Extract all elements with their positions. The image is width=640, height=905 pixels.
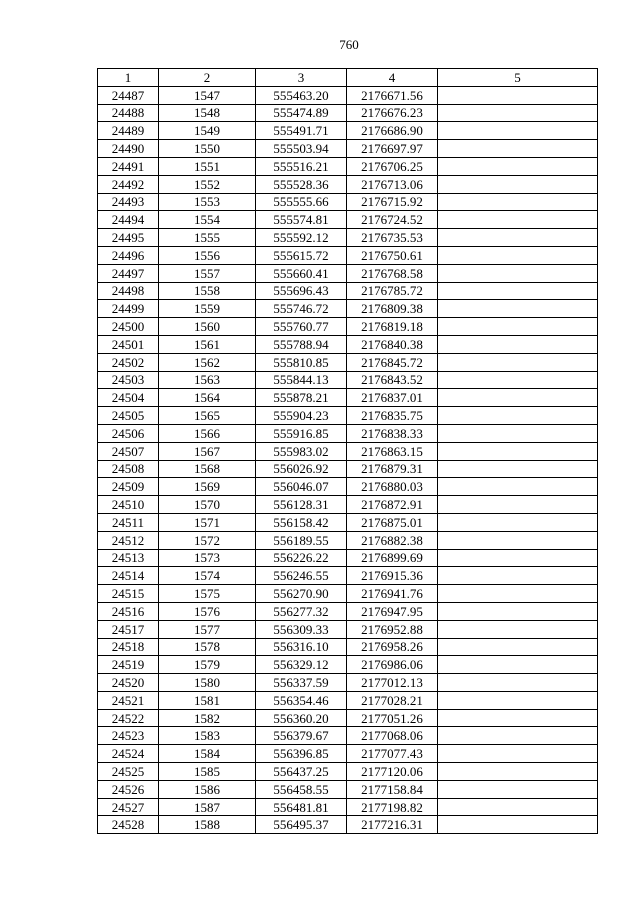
- table-cell-col-3: 556337.59: [256, 674, 347, 692]
- table-cell-col-2: 1583: [159, 727, 256, 745]
- column-header-2: 2: [159, 69, 256, 87]
- table-cell-col-2: 1550: [159, 140, 256, 158]
- table-cell-col-3: 555904.23: [256, 407, 347, 425]
- table-cell-col-1: 24501: [98, 335, 159, 353]
- table-row: [98, 567, 598, 585]
- table-cell-col-1: 24505: [98, 407, 159, 425]
- table-cell-col-1: 24494: [98, 211, 159, 229]
- table-cell-col-4: 2177068.06: [347, 727, 438, 745]
- table-row: [98, 300, 598, 318]
- table-cell-col-2: 1572: [159, 531, 256, 549]
- table-cell-col-1: 24518: [98, 638, 159, 656]
- table-cell-col-5: [438, 157, 598, 175]
- table-cell-col-3: 556046.07: [256, 478, 347, 496]
- table-cell-col-2: 1579: [159, 656, 256, 674]
- table-cell-col-2: 1567: [159, 442, 256, 460]
- table-cell-col-4: 2176875.01: [347, 513, 438, 531]
- table-row: [98, 140, 598, 158]
- table-cell-col-1: 24526: [98, 780, 159, 798]
- table-cell-col-3: 556379.67: [256, 727, 347, 745]
- table-cell-col-1: 24528: [98, 816, 159, 834]
- table-cell-col-5: [438, 496, 598, 514]
- table-cell-col-4: 2177051.26: [347, 709, 438, 727]
- column-header-3: 3: [256, 69, 347, 87]
- table-cell-col-2: 1575: [159, 585, 256, 603]
- table-cell-col-1: 24489: [98, 122, 159, 140]
- table-cell-col-1: 24492: [98, 175, 159, 193]
- table-cell-col-2: 1573: [159, 549, 256, 567]
- table-cell-col-2: 1569: [159, 478, 256, 496]
- table-cell-col-1: 24521: [98, 691, 159, 709]
- table-cell-col-4: 2176715.92: [347, 193, 438, 211]
- table-cell-col-1: 24525: [98, 763, 159, 781]
- table-cell-col-4: 2176879.31: [347, 460, 438, 478]
- table-cell-col-2: 1577: [159, 620, 256, 638]
- table-cell-col-1: 24514: [98, 567, 159, 585]
- table-cell-col-2: 1584: [159, 745, 256, 763]
- table-cell-col-3: 556270.90: [256, 585, 347, 603]
- table-row: [98, 371, 598, 389]
- table-cell-col-5: [438, 264, 598, 282]
- table-row: [98, 335, 598, 353]
- table-cell-col-3: 555760.77: [256, 318, 347, 336]
- table-row: [98, 211, 598, 229]
- table-cell-col-3: 555503.94: [256, 140, 347, 158]
- column-header-1: 1: [98, 69, 159, 87]
- table-cell-col-1: 24522: [98, 709, 159, 727]
- table-cell-col-1: 24503: [98, 371, 159, 389]
- table-cell-col-4: 2176838.33: [347, 424, 438, 442]
- table-cell-col-5: [438, 353, 598, 371]
- table-cell-col-3: 555516.21: [256, 157, 347, 175]
- table-row: [98, 709, 598, 727]
- table-cell-col-2: 1581: [159, 691, 256, 709]
- table-header-row: [98, 69, 598, 87]
- table-cell-col-4: 2176845.72: [347, 353, 438, 371]
- table-cell-col-5: [438, 246, 598, 264]
- table-cell-col-4: 2177198.82: [347, 798, 438, 816]
- table-cell-col-3: 556158.42: [256, 513, 347, 531]
- table-cell-col-4: 2176676.23: [347, 104, 438, 122]
- table-row: [98, 478, 598, 496]
- table-cell-col-1: 24488: [98, 104, 159, 122]
- table-cell-col-4: 2176819.18: [347, 318, 438, 336]
- table-cell-col-5: [438, 674, 598, 692]
- table-cell-col-3: 555592.12: [256, 229, 347, 247]
- table-row: [98, 246, 598, 264]
- table-cell-col-2: 1563: [159, 371, 256, 389]
- table-row: [98, 318, 598, 336]
- table-cell-col-4: 2176882.38: [347, 531, 438, 549]
- table-cell-col-1: 24517: [98, 620, 159, 638]
- table-cell-col-4: 2176724.52: [347, 211, 438, 229]
- table-cell-col-1: 24491: [98, 157, 159, 175]
- table-cell-col-4: 2176915.36: [347, 567, 438, 585]
- table-cell-col-1: 24500: [98, 318, 159, 336]
- table-cell-col-2: 1557: [159, 264, 256, 282]
- table-cell-col-4: 2176750.61: [347, 246, 438, 264]
- table-cell-col-1: 24520: [98, 674, 159, 692]
- table-cell-col-4: 2177028.21: [347, 691, 438, 709]
- table-cell-col-4: 2176686.90: [347, 122, 438, 140]
- table-cell-col-1: 24487: [98, 86, 159, 104]
- table-cell-col-2: 1587: [159, 798, 256, 816]
- table-cell-col-2: 1551: [159, 157, 256, 175]
- table-cell-col-1: 24508: [98, 460, 159, 478]
- table-cell-col-1: 24515: [98, 585, 159, 603]
- table-cell-col-4: 2177158.84: [347, 780, 438, 798]
- table-cell-col-1: 24524: [98, 745, 159, 763]
- table-cell-col-5: [438, 816, 598, 834]
- table-cell-col-2: 1578: [159, 638, 256, 656]
- table-cell-col-1: 24502: [98, 353, 159, 371]
- table-cell-col-3: 556354.46: [256, 691, 347, 709]
- table-cell-col-1: 24506: [98, 424, 159, 442]
- table-cell-col-3: 556277.32: [256, 602, 347, 620]
- table-cell-col-4: 2176809.38: [347, 300, 438, 318]
- table-cell-col-5: [438, 300, 598, 318]
- table-cell-col-5: [438, 602, 598, 620]
- table-cell-col-5: [438, 763, 598, 781]
- table-cell-col-3: 555878.21: [256, 389, 347, 407]
- table-cell-col-4: 2176952.88: [347, 620, 438, 638]
- table-cell-col-3: 555474.89: [256, 104, 347, 122]
- table-cell-col-3: 555555.66: [256, 193, 347, 211]
- table-cell-col-5: [438, 691, 598, 709]
- table-cell-col-3: 556026.92: [256, 460, 347, 478]
- table-cell-col-1: 24513: [98, 549, 159, 567]
- table-cell-col-5: [438, 531, 598, 549]
- table-cell-col-2: 1586: [159, 780, 256, 798]
- table-cell-col-5: [438, 709, 598, 727]
- table-cell-col-2: 1570: [159, 496, 256, 514]
- table-cell-col-5: [438, 442, 598, 460]
- table-cell-col-5: [438, 424, 598, 442]
- table-cell-col-5: [438, 282, 598, 300]
- table-cell-col-1: 24519: [98, 656, 159, 674]
- table-cell-col-4: 2176941.76: [347, 585, 438, 603]
- table-row: [98, 424, 598, 442]
- table-cell-col-3: 556481.81: [256, 798, 347, 816]
- table-row: [98, 104, 598, 122]
- table-cell-col-1: 24512: [98, 531, 159, 549]
- table-cell-col-3: 556360.20: [256, 709, 347, 727]
- table-cell-col-5: [438, 104, 598, 122]
- table-row: [98, 86, 598, 104]
- table-cell-col-2: 1585: [159, 763, 256, 781]
- table-cell-col-3: 555615.72: [256, 246, 347, 264]
- table-cell-col-5: [438, 478, 598, 496]
- table-cell-col-4: 2177120.06: [347, 763, 438, 781]
- table-cell-col-3: 555463.20: [256, 86, 347, 104]
- table-cell-col-5: [438, 656, 598, 674]
- table-cell-col-5: [438, 727, 598, 745]
- table-cell-col-2: 1548: [159, 104, 256, 122]
- table-cell-col-3: 555746.72: [256, 300, 347, 318]
- table-cell-col-3: 556309.33: [256, 620, 347, 638]
- table-row: [98, 656, 598, 674]
- table-cell-col-4: 2176697.97: [347, 140, 438, 158]
- table-cell-col-5: [438, 620, 598, 638]
- page-number: 760: [339, 37, 359, 52]
- table-cell-col-4: 2176735.53: [347, 229, 438, 247]
- table-cell-col-5: [438, 371, 598, 389]
- table-row: [98, 780, 598, 798]
- table-cell-col-3: 555574.81: [256, 211, 347, 229]
- table-row: [98, 282, 598, 300]
- table-cell-col-2: 1560: [159, 318, 256, 336]
- table-cell-col-1: 24511: [98, 513, 159, 531]
- table-cell-col-5: [438, 86, 598, 104]
- table-cell-col-3: 556189.55: [256, 531, 347, 549]
- table-row: [98, 496, 598, 514]
- table-row: [98, 763, 598, 781]
- table-cell-col-4: 2177012.13: [347, 674, 438, 692]
- table-row: [98, 157, 598, 175]
- table-cell-col-4: 2176835.75: [347, 407, 438, 425]
- table-cell-col-5: [438, 567, 598, 585]
- table-cell-col-3: 555788.94: [256, 335, 347, 353]
- table-row: [98, 549, 598, 567]
- table-row: [98, 264, 598, 282]
- table-cell-col-5: [438, 389, 598, 407]
- table-cell-col-3: 555660.41: [256, 264, 347, 282]
- table-cell-col-5: [438, 211, 598, 229]
- table-cell-col-1: 24510: [98, 496, 159, 514]
- table-cell-col-5: [438, 638, 598, 656]
- table-row: [98, 691, 598, 709]
- coordinates-table: [97, 68, 598, 834]
- table-cell-col-1: 24497: [98, 264, 159, 282]
- table-cell-col-3: 555844.13: [256, 371, 347, 389]
- table-row: [98, 727, 598, 745]
- table-cell-col-3: 556226.22: [256, 549, 347, 567]
- table-body: [98, 86, 598, 833]
- table-cell-col-2: 1582: [159, 709, 256, 727]
- table-cell-col-4: 2176671.56: [347, 86, 438, 104]
- table-cell-col-3: 556316.10: [256, 638, 347, 656]
- table-cell-col-5: [438, 780, 598, 798]
- table-cell-col-4: 2176837.01: [347, 389, 438, 407]
- table-cell-col-4: 2176986.06: [347, 656, 438, 674]
- table-cell-col-1: 24507: [98, 442, 159, 460]
- table-cell-col-3: 556495.37: [256, 816, 347, 834]
- table-row: [98, 353, 598, 371]
- table-cell-col-4: 2176840.38: [347, 335, 438, 353]
- table-cell-col-1: 24516: [98, 602, 159, 620]
- table-cell-col-4: 2177216.31: [347, 816, 438, 834]
- table-cell-col-4: 2176863.15: [347, 442, 438, 460]
- table-row: [98, 442, 598, 460]
- table-cell-col-5: [438, 229, 598, 247]
- table-cell-col-2: 1553: [159, 193, 256, 211]
- table-row: [98, 122, 598, 140]
- table-cell-col-4: 2176713.06: [347, 175, 438, 193]
- table-row: [98, 674, 598, 692]
- table-cell-col-5: [438, 585, 598, 603]
- table-cell-col-2: 1552: [159, 175, 256, 193]
- table-row: [98, 638, 598, 656]
- table-cell-col-2: 1565: [159, 407, 256, 425]
- table-cell-col-4: 2176706.25: [347, 157, 438, 175]
- table-row: [98, 602, 598, 620]
- table-cell-col-4: 2176768.58: [347, 264, 438, 282]
- column-header-4: 4: [347, 69, 438, 87]
- table-cell-col-5: [438, 745, 598, 763]
- table-cell-col-2: 1561: [159, 335, 256, 353]
- table-row: [98, 745, 598, 763]
- table-cell-col-2: 1558: [159, 282, 256, 300]
- table-cell-col-1: 24504: [98, 389, 159, 407]
- table-cell-col-5: [438, 798, 598, 816]
- table-cell-col-1: 24509: [98, 478, 159, 496]
- table-cell-col-4: 2176880.03: [347, 478, 438, 496]
- table-cell-col-4: 2176958.26: [347, 638, 438, 656]
- table-cell-col-3: 556396.85: [256, 745, 347, 763]
- table-row: [98, 407, 598, 425]
- table-row: [98, 175, 598, 193]
- table-cell-col-1: 24498: [98, 282, 159, 300]
- table-cell-col-4: 2176947.95: [347, 602, 438, 620]
- table-cell-col-2: 1571: [159, 513, 256, 531]
- table-cell-col-4: 2177077.43: [347, 745, 438, 763]
- table-cell-col-3: 555528.36: [256, 175, 347, 193]
- table-cell-col-5: [438, 318, 598, 336]
- table-cell-col-3: 555696.43: [256, 282, 347, 300]
- table-row: [98, 531, 598, 549]
- table-cell-col-4: 2176899.69: [347, 549, 438, 567]
- table-cell-col-5: [438, 460, 598, 478]
- table-cell-col-2: 1559: [159, 300, 256, 318]
- table-cell-col-4: 2176843.52: [347, 371, 438, 389]
- table-row: [98, 585, 598, 603]
- table-cell-col-2: 1566: [159, 424, 256, 442]
- table-cell-col-5: [438, 140, 598, 158]
- table-cell-col-2: 1568: [159, 460, 256, 478]
- table-cell-col-3: 556437.25: [256, 763, 347, 781]
- table-row: [98, 620, 598, 638]
- table-cell-col-3: 555491.71: [256, 122, 347, 140]
- table-cell-col-3: 555916.85: [256, 424, 347, 442]
- table-cell-col-5: [438, 549, 598, 567]
- table-cell-col-3: 556128.31: [256, 496, 347, 514]
- table-cell-col-4: 2176872.91: [347, 496, 438, 514]
- table-row: [98, 816, 598, 834]
- table-cell-col-2: 1547: [159, 86, 256, 104]
- table-cell-col-2: 1549: [159, 122, 256, 140]
- table-row: [98, 798, 598, 816]
- table-cell-col-1: 24496: [98, 246, 159, 264]
- table-cell-col-5: [438, 335, 598, 353]
- table-cell-col-3: 555983.02: [256, 442, 347, 460]
- table-cell-col-2: 1588: [159, 816, 256, 834]
- table-cell-col-2: 1562: [159, 353, 256, 371]
- table-cell-col-1: 24499: [98, 300, 159, 318]
- table-cell-col-5: [438, 513, 598, 531]
- table-cell-col-1: 24523: [98, 727, 159, 745]
- table-cell-col-1: 24493: [98, 193, 159, 211]
- table-cell-col-4: 2176785.72: [347, 282, 438, 300]
- table-cell-col-5: [438, 407, 598, 425]
- table-row: [98, 513, 598, 531]
- table-cell-col-5: [438, 175, 598, 193]
- table-row: [98, 229, 598, 247]
- table-cell-col-2: 1576: [159, 602, 256, 620]
- table-cell-col-3: 556246.55: [256, 567, 347, 585]
- table-cell-col-2: 1580: [159, 674, 256, 692]
- table-cell-col-2: 1556: [159, 246, 256, 264]
- table-cell-col-2: 1554: [159, 211, 256, 229]
- table-cell-col-1: 24495: [98, 229, 159, 247]
- table-row: [98, 389, 598, 407]
- table-cell-col-5: [438, 122, 598, 140]
- column-header-5: 5: [438, 69, 598, 87]
- table-row: [98, 460, 598, 478]
- table-cell-col-3: 556329.12: [256, 656, 347, 674]
- table-cell-col-1: 24527: [98, 798, 159, 816]
- table-cell-col-2: 1574: [159, 567, 256, 585]
- table-cell-col-3: 555810.85: [256, 353, 347, 371]
- table-cell-col-2: 1555: [159, 229, 256, 247]
- table-cell-col-1: 24490: [98, 140, 159, 158]
- table-cell-col-3: 556458.55: [256, 780, 347, 798]
- table-row: [98, 193, 598, 211]
- table-cell-col-2: 1564: [159, 389, 256, 407]
- table-cell-col-5: [438, 193, 598, 211]
